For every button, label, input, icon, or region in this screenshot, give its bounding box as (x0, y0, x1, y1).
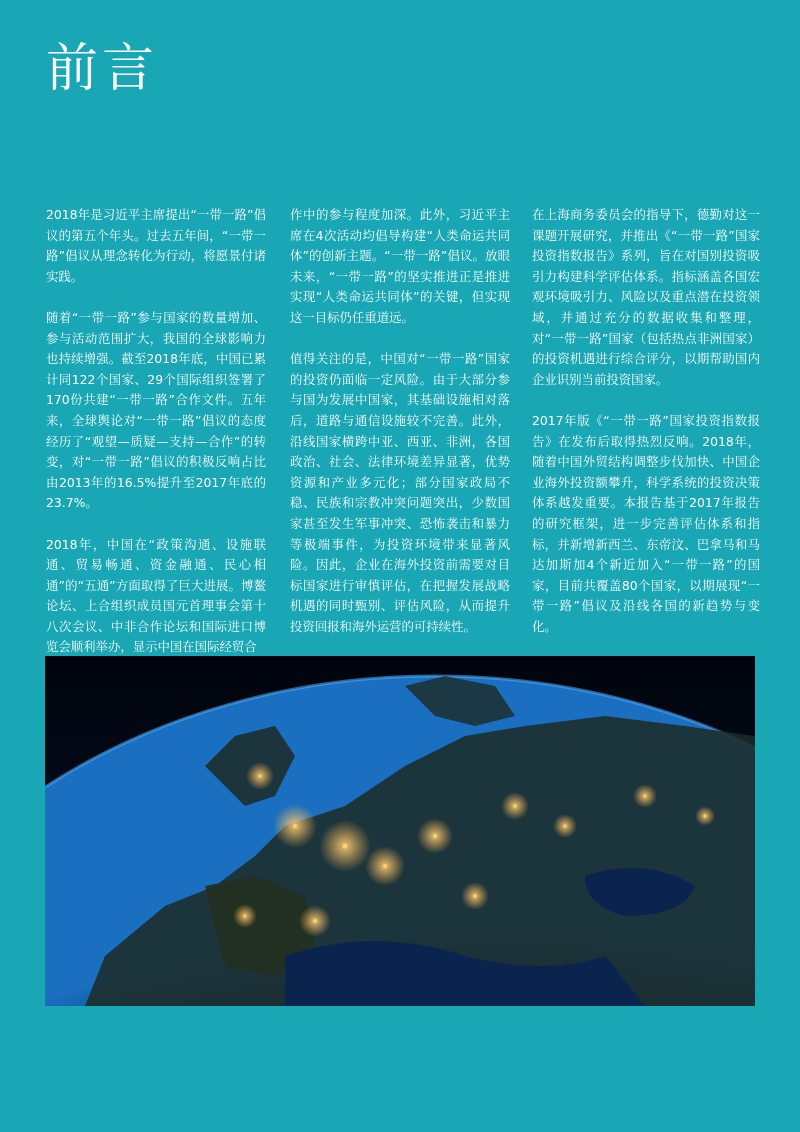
text-column-1 (46, 205, 266, 679)
paragraph: 2018年，中国在“政策沟通、设施联通、贸易畅通、资金融通、民心相通”的“五通”方面取得了巨大进展。博鳌论坛、上合组织成员国元首理事会第十八次会议、中非合作论坛和国际进口博览会顺利举办，显示中国在国际经贸合 (46, 536, 266, 655)
paragraph: 在上海商务委员会的指导下，德勤对这一课题开展研究，并推出《“一带一路”国家投资指数报告》系列，旨在对国别投资吸引力构建科学评估体系。指标涵盖各国宏观环境吸引力、风险以及重点潜在投资领域，并通过充分的数据收集和整理，对“一带一路”国家（包括热点非洲国家）的投资机遇进行综合评分，以期帮助国内企业识别当前投资国家。 (532, 207, 760, 387)
text-column-3 (532, 205, 760, 658)
earth-at-night-illustration (45, 656, 755, 1006)
europe-night-earth-image (45, 656, 755, 1006)
body-text-columns (46, 205, 760, 655)
paragraph: 值得关注的是，中国对“一带一路”国家的投资仍面临一定风险。由于大部分参与国为发展中国家，其基础设施相对落后，道路与通信设施较不完善。此外，沿线国家横跨中亚、西亚、非洲，各国政治、社会、法律环境差异显著，优势资源和产业多元化；部分国家政局不稳、民族和宗教冲突问题突出，少数国家甚至发生军事冲突、恐怖袭击和暴力等极端事件，为投资环境带来显著风险。因此，企业在海外投资前需要对目标国家进行审慎评估，在把握发展战略机遇的同时甄别、评估风险，从而提升投资回报和海外运营的可持续性。 (290, 351, 510, 634)
text-column-2 (290, 205, 510, 658)
page-title: 前言 (46, 39, 159, 99)
paragraph: 作中的参与程度加深。此外，习近平主席在4次活动均倡导构建“人类命运共同体”的创新主题。“一带一路”倡议。放眼未来，“一带一路”的坚实推进正是推进实现“人类命运共同体”的关键，但实现这一目标仍任重道远。 (290, 207, 510, 325)
paragraph: 2018年是习近平主席提出“一带一路”倡议的第五个年头。过去五年间，“一带一路”倡议从理念转化为行动，将愿景付诸实践。 (46, 207, 266, 284)
paragraph: 2017年版《“一带一路”国家投资指数报告》在发布后取得热烈反响。2018年，随着中国外贸结构调整步伐加快、中国企业海外投资额攀升，科学系统的投资决策体系越发重要。本报告基于2017年报告的研究框架，进一步完善评估体系和指标，并新增新西兰、东帝汶、巴拿马和马达加斯加4个新近加入“一带一路”的国家，目前共覆盖80个国家，以期展现“一带一路”倡议及沿线各国的新趋势与变化。 (532, 412, 760, 634)
paragraph: 随着“一带一路”参与国家的数量增加、参与活动范围扩大，我国的全球影响力也持续增强。截至2018年底，中国已累计同122个国家、29个国际组织签署了170份共建“一带一路”合作文件。五年来，全球舆论对“一带一路”倡议的态度经历了“观望—质疑—支持—合作”的转变，对“一带一路”倡议的积极反响占比由2013年的16.5%提升至2017年底的23.7%。 (46, 309, 266, 511)
